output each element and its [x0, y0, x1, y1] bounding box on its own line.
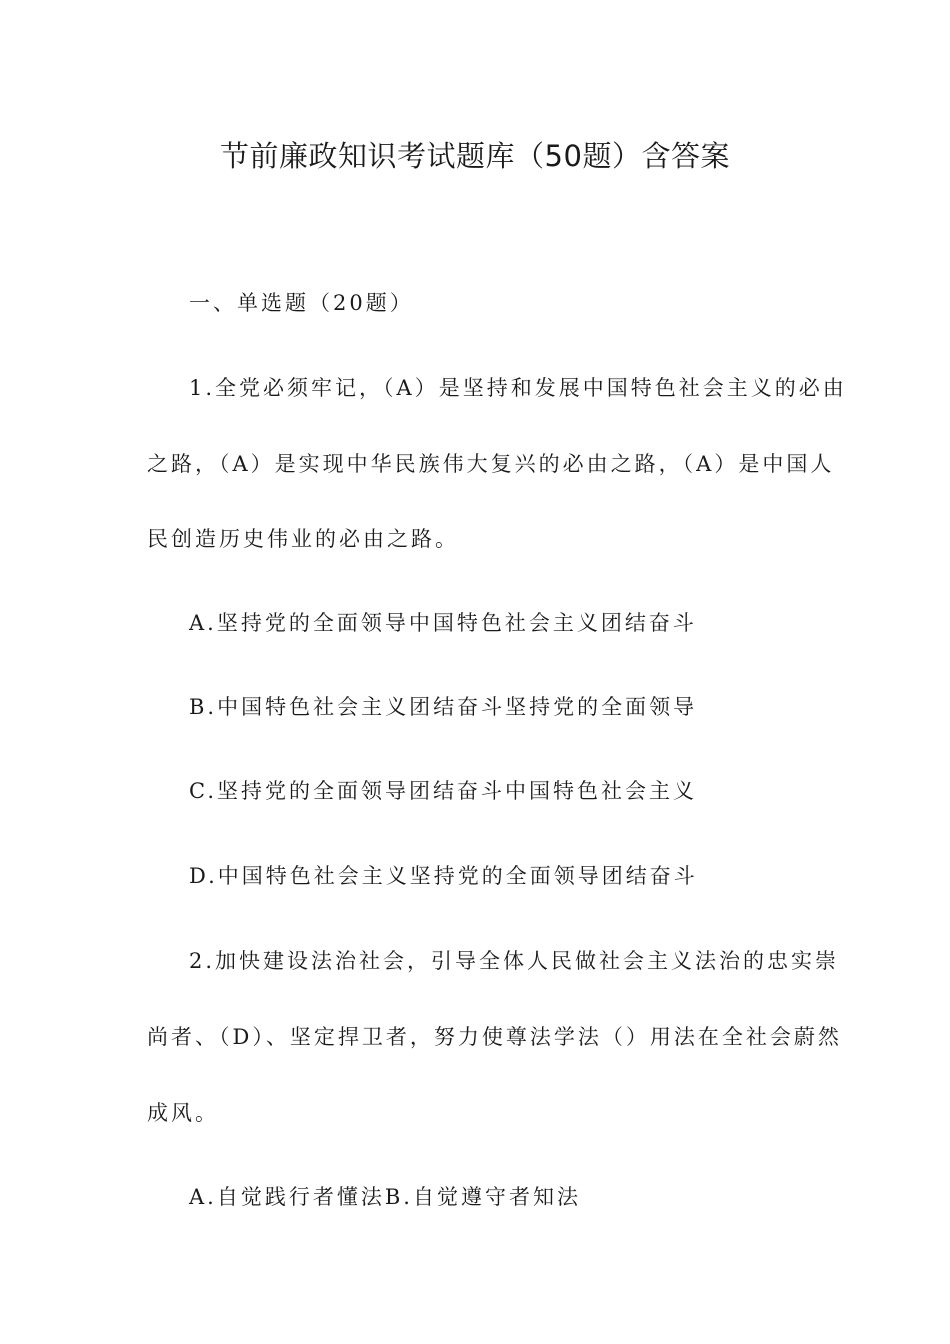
section-heading: 一、单选题（20题） — [189, 291, 414, 315]
question-1-option-b: B.中国特色社会主义团结奋斗坚持党的全面领导 — [189, 695, 698, 719]
question-2-line-3: 成风。 — [147, 1101, 219, 1125]
document-title: 节前廉政知识考试题库（50题）含答案 — [220, 139, 730, 173]
question-2-line-2: 尚者、（D）、坚定捍卫者，努力使尊法学法（）用法在全社会蔚然 — [147, 1025, 842, 1049]
question-1-line-2: 之路，（A）是实现中华民族伟大复兴的必由之路，（A）是中国人 — [147, 452, 835, 476]
question-2-options-line-1: A.自觉践行者懂法B.自觉遵守者知法 — [189, 1185, 581, 1209]
question-1-option-d: D.中国特色社会主义坚持党的全面领导团结奋斗 — [189, 864, 698, 888]
question-1-option-a: A.坚持党的全面领导中国特色社会主义团结奋斗 — [189, 611, 697, 635]
question-2-line-1: 2.加快建设法治社会，引导全体人民做社会主义法治的忠实崇 — [189, 949, 840, 973]
question-1-line-1: 1.全党必须牢记，（A）是坚持和发展中国特色社会主义的必由 — [189, 376, 847, 400]
question-1-option-c: C.坚持党的全面领导团结奋斗中国特色社会主义 — [189, 779, 697, 803]
question-1-line-3: 民创造历史伟业的必由之路。 — [147, 527, 459, 551]
